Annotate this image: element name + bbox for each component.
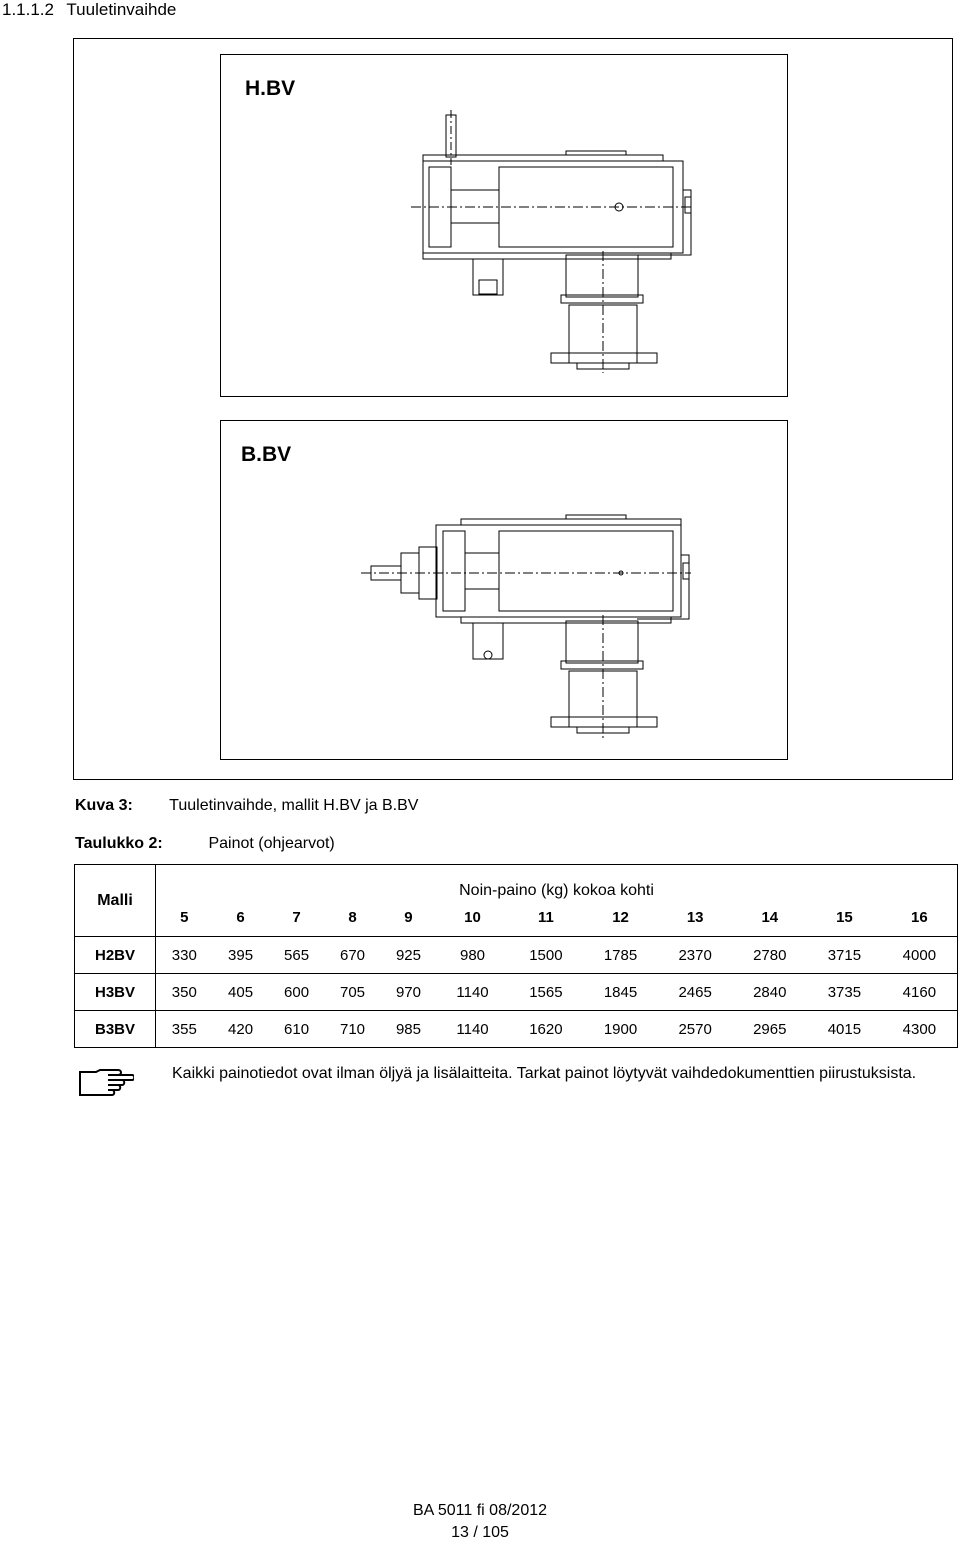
size-header: 16 bbox=[882, 900, 958, 937]
weight-cell: 2570 bbox=[658, 1011, 733, 1048]
size-header: 6 bbox=[213, 900, 269, 937]
size-header-row bbox=[75, 900, 958, 937]
size-header: 8 bbox=[325, 900, 381, 937]
weight-cell: 610 bbox=[269, 1011, 325, 1048]
note-text: Kaikki painotiedot ovat ilman öljyä ja lisälaitteita. Tarkat painot löytyvät vaihdedokumenttien piirustuksista. bbox=[172, 1065, 917, 1082]
size-header: 10 bbox=[436, 900, 508, 937]
section-heading bbox=[2, 0, 176, 20]
weight-cell: 405 bbox=[213, 974, 269, 1011]
drawing-panel-hbv bbox=[220, 54, 788, 397]
weight-cell: 2465 bbox=[658, 974, 733, 1011]
footer-page-number: 13 / 105 bbox=[451, 1524, 509, 1541]
weight-cell: 1565 bbox=[509, 974, 584, 1011]
figure-caption-text: Tuuletinvaihde, mallit H.BV ja B.BV bbox=[169, 797, 419, 814]
row-model: B3BV bbox=[75, 1011, 156, 1048]
weight-cell: 705 bbox=[325, 974, 381, 1011]
size-header: 11 bbox=[509, 900, 584, 937]
figure-caption-key: Kuva 3: bbox=[75, 797, 133, 814]
panel-label-hbv: H.BV bbox=[245, 77, 296, 100]
weight-cell: 350 bbox=[156, 974, 213, 1011]
size-header: 9 bbox=[380, 900, 436, 937]
table-caption bbox=[75, 835, 335, 853]
weight-cell: 355 bbox=[156, 1011, 213, 1048]
table-row bbox=[75, 974, 958, 1011]
weight-cell: 980 bbox=[436, 937, 508, 974]
weight-cell: 1140 bbox=[436, 974, 508, 1011]
weight-cell: 710 bbox=[325, 1011, 381, 1048]
model-header: Malli bbox=[75, 865, 156, 937]
weight-cell: 395 bbox=[213, 937, 269, 974]
weights-table bbox=[74, 864, 958, 1048]
weight-cell: 1845 bbox=[583, 974, 658, 1011]
weight-cell: 2370 bbox=[658, 937, 733, 974]
weight-cell: 4000 bbox=[882, 937, 958, 974]
footer-doc-id: BA 5011 fi 08/2012 bbox=[412, 1502, 548, 1519]
table-row bbox=[75, 937, 958, 974]
figure-caption bbox=[75, 797, 418, 815]
weight-cell: 4300 bbox=[882, 1011, 958, 1048]
size-header: 12 bbox=[583, 900, 658, 937]
size-header: 13 bbox=[658, 900, 733, 937]
weight-cell: 4015 bbox=[807, 1011, 882, 1048]
weight-cell: 600 bbox=[269, 974, 325, 1011]
table-caption-key: Taulukko 2: bbox=[75, 835, 163, 852]
weight-cell: 925 bbox=[380, 937, 436, 974]
weight-cell: 1620 bbox=[509, 1011, 584, 1048]
drawing-panel-bbv bbox=[220, 420, 788, 760]
size-header: 7 bbox=[269, 900, 325, 937]
section-number: 1.1.1.2 bbox=[2, 0, 54, 19]
weight-cell: 2840 bbox=[732, 974, 807, 1011]
gearbox-drawing-hbv bbox=[221, 55, 787, 396]
size-header: 15 bbox=[807, 900, 882, 937]
weight-cell: 670 bbox=[325, 937, 381, 974]
table-caption-text: Painot (ohjearvot) bbox=[208, 835, 335, 852]
weight-cell: 420 bbox=[213, 1011, 269, 1048]
weight-cell: 2780 bbox=[732, 937, 807, 974]
weight-cell: 2965 bbox=[732, 1011, 807, 1048]
weight-cell: 565 bbox=[269, 937, 325, 974]
weight-cell: 970 bbox=[380, 974, 436, 1011]
table-row bbox=[75, 1011, 958, 1048]
weight-cell: 3735 bbox=[807, 974, 882, 1011]
weight-cell: 1140 bbox=[436, 1011, 508, 1048]
section-title: Tuuletinvaihde bbox=[66, 0, 177, 19]
weight-cell: 330 bbox=[156, 937, 213, 974]
weight-cell: 1785 bbox=[583, 937, 658, 974]
weight-cell: 1500 bbox=[509, 937, 584, 974]
weight-group-header: Noin-paino (kg) kokoa kohti bbox=[156, 865, 958, 900]
row-model: H2BV bbox=[75, 937, 156, 974]
size-header: 14 bbox=[732, 900, 807, 937]
weight-cell: 985 bbox=[380, 1011, 436, 1048]
panel-label-bbv: B.BV bbox=[241, 443, 292, 466]
weight-cell: 1900 bbox=[583, 1011, 658, 1048]
weight-cell: 3715 bbox=[807, 937, 882, 974]
gearbox-drawing-bbv bbox=[221, 421, 787, 759]
row-model: H3BV bbox=[75, 974, 156, 1011]
pointing-hand-icon bbox=[78, 1068, 134, 1103]
weight-cell: 4160 bbox=[882, 974, 958, 1011]
size-header: 5 bbox=[156, 900, 213, 937]
